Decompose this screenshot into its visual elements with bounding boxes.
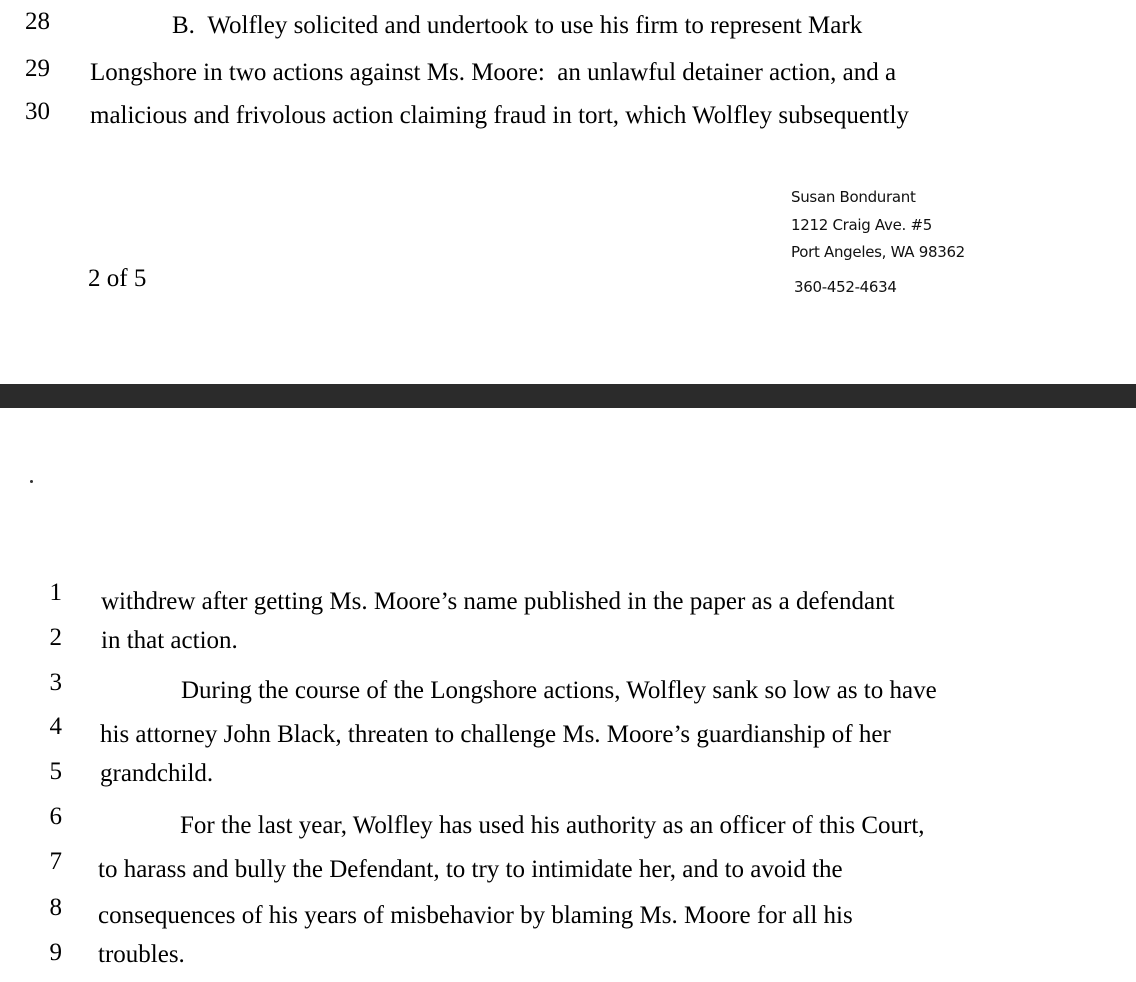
document-line: B. Wolfley solicited and undertook to use his firm to represent Mark xyxy=(172,12,863,39)
address-city: Port Angeles, WA 98362 xyxy=(791,243,965,261)
document-line: his attorney John Black, threaten to challenge Ms. Moore’s guardianship of her xyxy=(100,721,891,748)
line-number: 4 xyxy=(49,713,62,740)
document-line: to harass and bully the Defendant, to try to intimidate her, and to avoid the xyxy=(98,856,843,883)
document-line: During the course of the Longshore actions, Wolfley sank so low as to have xyxy=(181,677,937,704)
document-line: grandchild. xyxy=(100,760,214,787)
page-divider xyxy=(0,384,1136,408)
document-line: in that action. xyxy=(101,627,238,654)
document-line: For the last year, Wolfley has used his authority as an officer of this Court, xyxy=(180,812,925,839)
line-number: 3 xyxy=(49,669,62,696)
page-number: 2 of 5 xyxy=(88,265,147,292)
stray-mark xyxy=(30,480,33,483)
line-number: 29 xyxy=(25,55,50,82)
document-line: withdrew after getting Ms. Moore’s name published in the paper as a defendant xyxy=(101,588,895,615)
line-number: 28 xyxy=(25,8,50,35)
document-line: Longshore in two actions against Ms. Moore: an unlawful detainer action, and a xyxy=(90,59,897,86)
line-number: 5 xyxy=(49,758,62,785)
line-number: 9 xyxy=(49,939,62,966)
line-number: 6 xyxy=(49,803,62,830)
address-street: 1212 Craig Ave. #5 xyxy=(791,216,932,234)
document-line: troubles. xyxy=(98,941,185,968)
address-name: Susan Bondurant xyxy=(791,188,916,206)
document-line: malicious and frivolous action claiming fraud in tort, which Wolfley subsequently xyxy=(90,102,909,129)
address-phone: 360-452-4634 xyxy=(794,278,897,296)
line-number: 30 xyxy=(25,98,50,125)
line-number: 7 xyxy=(49,848,62,875)
document-line: consequences of his years of misbehavior by blaming Ms. Moore for all his xyxy=(98,902,853,929)
line-number: 2 xyxy=(49,624,62,651)
line-number: 1 xyxy=(49,579,62,606)
line-number: 8 xyxy=(49,894,62,921)
